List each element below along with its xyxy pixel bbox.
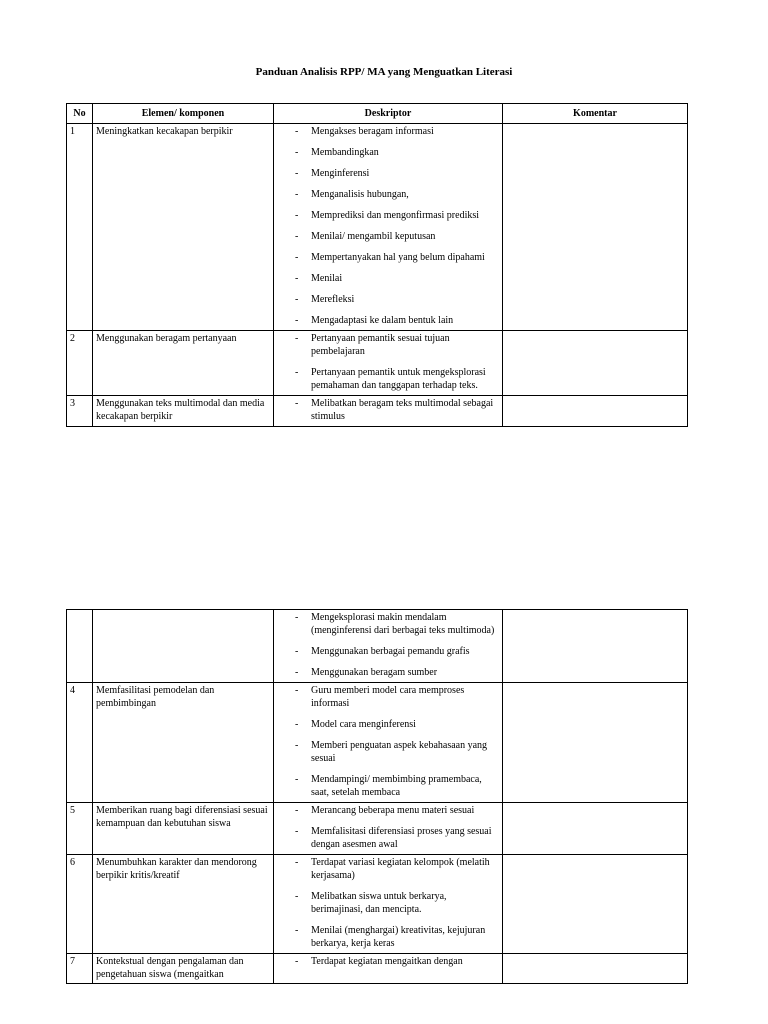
table-row [67, 855, 688, 954]
deskriptor-item [277, 332, 499, 358]
deskriptor-text: Mengeksplorasi makin mendalam (menginferensi dari berbagai teks multimoda) [311, 612, 495, 636]
deskriptor-item [277, 125, 499, 138]
deskriptor-item [277, 825, 499, 851]
deskriptor-list [277, 125, 499, 327]
deskriptor-item [277, 890, 499, 916]
deskriptor-text: Pertanyaan pemantik untuk mengeksplorasi pemahaman dan tanggapan terhadap teks. [311, 367, 486, 391]
deskriptor-text: Mengakses beragam informasi [311, 126, 434, 137]
dash-bullet-icon: - [295, 857, 299, 868]
deskriptor-text: Menilai/ mengambil keputusan [311, 231, 436, 242]
table-row [67, 610, 688, 683]
header-no: No [67, 104, 93, 124]
row-elemen: Menumbuhkan karakter dan mendorong berpikir kritis/kreatif [93, 855, 274, 954]
dash-bullet-icon: - [295, 231, 299, 242]
row-komentar[interactable] [503, 331, 688, 396]
table-row [67, 124, 688, 331]
deskriptor-text: Memberi penguatan aspek kebahasaan yang sesuai [311, 740, 488, 764]
row-komentar[interactable] [503, 124, 688, 331]
deskriptor-text: Menganalisis hubungan, [311, 189, 409, 200]
row-number: 4 [67, 683, 93, 803]
row-deskriptor [274, 610, 503, 683]
deskriptor-item [277, 293, 499, 306]
dash-bullet-icon: - [295, 147, 299, 158]
deskriptor-item [277, 366, 499, 392]
row-number: 6 [67, 855, 93, 954]
dash-bullet-icon: - [295, 646, 299, 657]
deskriptor-text: Melibatkan siswa untuk berkarya, berimajinasi, dan mencipta. [311, 891, 447, 915]
deskriptor-list [277, 397, 499, 423]
deskriptor-item [277, 611, 499, 637]
deskriptor-text: Melibatkan beragam teks multimodal sebagai stimulus [311, 398, 494, 422]
dash-bullet-icon: - [295, 667, 299, 678]
deskriptor-text: Mendampingi/ membimbing pramembaca, saat, setelah membaca [311, 774, 482, 798]
dash-bullet-icon: - [295, 740, 299, 751]
deskriptor-list [277, 611, 499, 679]
deskriptor-text: Menggunakan beragam sumber [311, 667, 438, 678]
dash-bullet-icon: - [295, 367, 299, 378]
deskriptor-item [277, 272, 499, 285]
row-elemen: Menggunakan teks multimodal dan media kecakapan berpikir [93, 396, 274, 427]
deskriptor-list [277, 684, 499, 799]
row-deskriptor [274, 855, 503, 954]
header-elemen: Elemen/ komponen [93, 104, 274, 124]
row-number: 1 [67, 124, 93, 331]
analysis-table-part-2 [66, 609, 688, 984]
table-row [67, 396, 688, 427]
deskriptor-item [277, 645, 499, 658]
row-elemen: Kontekstual dengan pengalaman dan pengetahuan siswa (mengaitkan [93, 954, 274, 984]
table-header-row [67, 104, 688, 124]
deskriptor-text: Membandingkan [311, 147, 379, 158]
row-number: 5 [67, 803, 93, 855]
deskriptor-item [277, 230, 499, 243]
dash-bullet-icon: - [295, 168, 299, 179]
row-number: 7 [67, 954, 93, 984]
dash-bullet-icon: - [295, 925, 299, 936]
row-elemen: Memfasilitasi pemodelan dan pembimbingan [93, 683, 274, 803]
deskriptor-text: Terdapat variasi kegiatan kelompok (melatih kerjasama) [311, 857, 490, 881]
dash-bullet-icon: - [295, 273, 299, 284]
deskriptor-item [277, 924, 499, 950]
row-deskriptor [274, 124, 503, 331]
dash-bullet-icon: - [295, 398, 299, 409]
dash-bullet-icon: - [295, 612, 299, 623]
row-deskriptor [274, 954, 503, 984]
deskriptor-item [277, 804, 499, 817]
deskriptor-text: Menggunakan berbagai pemandu grafis [311, 646, 470, 657]
deskriptor-text: Merancang beberapa menu materi sesuai [311, 805, 475, 816]
row-number: 3 [67, 396, 93, 427]
deskriptor-item [277, 146, 499, 159]
dash-bullet-icon: - [295, 956, 299, 967]
deskriptor-text: Mengadaptasi ke dalam bentuk lain [311, 315, 454, 326]
row-deskriptor [274, 396, 503, 427]
row-komentar[interactable] [503, 610, 688, 683]
dash-bullet-icon: - [295, 294, 299, 305]
row-elemen: Menggunakan beragam pertanyaan [93, 331, 274, 396]
deskriptor-text: Model cara menginferensi [311, 719, 416, 730]
deskriptor-item [277, 739, 499, 765]
table-row [67, 331, 688, 396]
row-elemen: Memberikan ruang bagi diferensiasi sesuai kemampuan dan kebutuhan siswa [93, 803, 274, 855]
dash-bullet-icon: - [295, 333, 299, 344]
row-deskriptor [274, 803, 503, 855]
dash-bullet-icon: - [295, 252, 299, 263]
deskriptor-item [277, 167, 499, 180]
header-komentar: Komentar [503, 104, 688, 124]
analysis-table-part-1 [66, 103, 688, 427]
deskriptor-item [277, 397, 499, 423]
deskriptor-item [277, 251, 499, 264]
deskriptor-text: Merefleksi [311, 294, 355, 305]
deskriptor-text: Pertanyaan pemantik sesuai tujuan pembelajaran [311, 333, 450, 357]
row-deskriptor [274, 331, 503, 396]
dash-bullet-icon: - [295, 210, 299, 221]
dash-bullet-icon: - [295, 719, 299, 730]
dash-bullet-icon: - [295, 805, 299, 816]
deskriptor-item [277, 718, 499, 731]
deskriptor-text: Terdapat kegiatan mengaitkan dengan [311, 956, 463, 967]
deskriptor-list [277, 955, 499, 968]
dash-bullet-icon: - [295, 685, 299, 696]
deskriptor-text: Mempertanyakan hal yang belum dipahami [311, 252, 485, 263]
deskriptor-item [277, 666, 499, 679]
row-komentar[interactable] [503, 396, 688, 427]
row-komentar[interactable] [503, 855, 688, 954]
deskriptor-item [277, 773, 499, 799]
dash-bullet-icon: - [295, 189, 299, 200]
table-row [67, 803, 688, 855]
deskriptor-item [277, 314, 499, 327]
row-komentar[interactable] [503, 683, 688, 803]
deskriptor-list [277, 856, 499, 950]
row-deskriptor [274, 683, 503, 803]
deskriptor-text: Memfalisitasi diferensiasi proses yang sesuai dengan asesmen awal [311, 826, 492, 850]
deskriptor-item [277, 684, 499, 710]
dash-bullet-icon: - [295, 774, 299, 785]
dash-bullet-icon: - [295, 826, 299, 837]
row-number: 2 [67, 331, 93, 396]
row-elemen [93, 610, 274, 683]
deskriptor-text: Menilai [311, 273, 343, 284]
deskriptor-item [277, 209, 499, 222]
dash-bullet-icon: - [295, 891, 299, 902]
row-number [67, 610, 93, 683]
deskriptor-text: Menilai (menghargai) kreativitas, kejujuran berkarya, kerja keras [311, 925, 486, 949]
row-komentar[interactable] [503, 803, 688, 855]
deskriptor-item [277, 856, 499, 882]
deskriptor-list [277, 332, 499, 392]
table-body-part-1 [67, 124, 688, 427]
deskriptor-item [277, 955, 499, 968]
table-row [67, 683, 688, 803]
deskriptor-text: Menginferensi [311, 168, 370, 179]
dash-bullet-icon: - [295, 126, 299, 137]
deskriptor-item [277, 188, 499, 201]
dash-bullet-icon: - [295, 315, 299, 326]
deskriptor-list [277, 804, 499, 851]
header-deskriptor: Deskriptor [274, 104, 503, 124]
table-row [67, 954, 688, 984]
table-body-part-2 [67, 610, 688, 984]
row-elemen: Meningkatkan kecakapan berpikir [93, 124, 274, 331]
document-title: Panduan Analisis RPP/ MA yang Menguatkan Literasi [255, 66, 513, 78]
deskriptor-text: Memprediksi dan mengonfirmasi prediksi [311, 210, 480, 221]
row-komentar[interactable] [503, 954, 688, 984]
deskriptor-text: Guru memberi model cara memproses informasi [311, 685, 465, 709]
